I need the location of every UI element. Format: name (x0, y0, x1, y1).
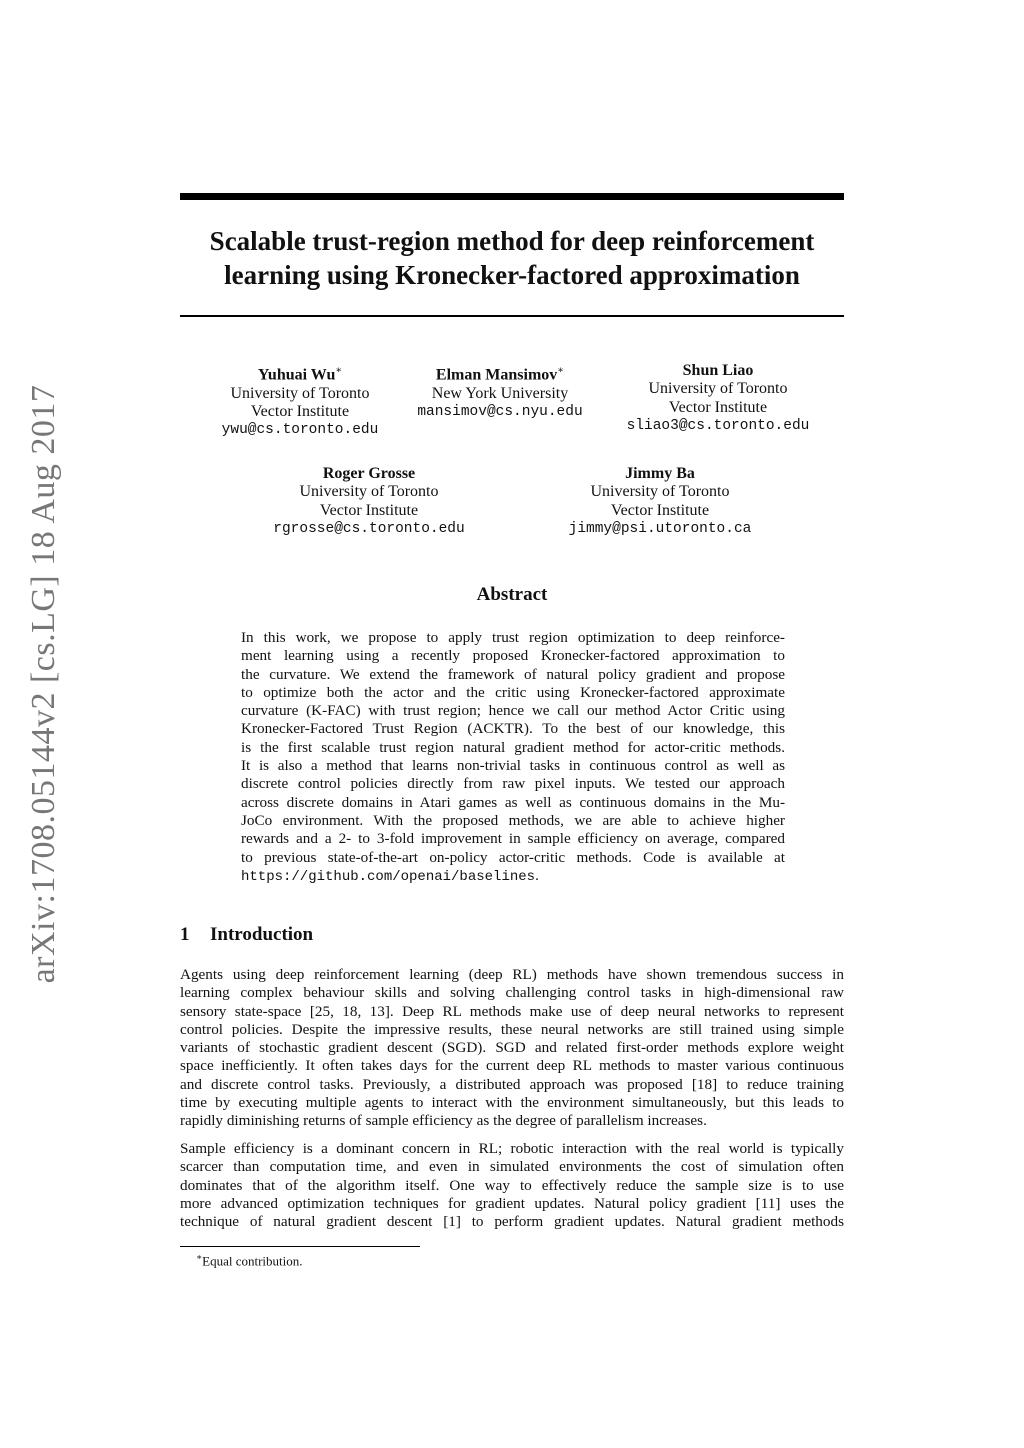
code-url-link[interactable]: https://github.com/openai/baselines (241, 868, 536, 885)
abstract-line: across discrete domains in Atari games as well as continuous domains in the Mu- (241, 793, 785, 811)
paragraph-line: more advanced optimization techniques for gradient updates. Natural policy gradient [11] uses the (180, 1194, 844, 1212)
author-block (560, 465, 760, 538)
paragraph-line: time by executing multiple agents to interact with the environment simultaneously, but this leads to (180, 1094, 844, 1112)
paragraph-line: and discrete control tasks. Previously, a distributed approach was proposed [18] to reduce training (180, 1075, 844, 1093)
abstract-line: ment learning using a recently proposed Kronecker-factored approximation to (241, 647, 785, 665)
code-url-suffix: . (535, 866, 539, 884)
section-title: Introduction (210, 924, 314, 945)
abstract-line: In this work, we propose to apply trust region optimization to deep reinforce- (241, 629, 785, 646)
paper-title (180, 224, 844, 292)
paragraph-line: Sample efficiency is a dominant concern in RL; robotic interaction with the real world is typically (180, 1140, 844, 1157)
abstract-body (241, 629, 785, 886)
author-email: ywu@cs.toronto.edu (221, 422, 379, 439)
author-name: Jimmy Ba (625, 465, 695, 482)
equal-contribution-mark: ∗ (557, 365, 565, 376)
abstract-line: the curvature. We extend the framework of natural policy gradient and propose (241, 665, 785, 683)
abstract-line: discrete control policies directly from raw pixel inputs. We tested our approach (241, 775, 785, 793)
footnote (196, 1249, 303, 1269)
paragraph-line: variants of stochastic gradient descent (SGD). SGD and related first-order methods explore weight (180, 1039, 844, 1057)
title-top-rule (180, 193, 844, 200)
author-block (269, 465, 469, 538)
author-email: mansimov@cs.nyu.edu (417, 403, 583, 420)
equal-contribution-mark: ∗ (335, 365, 343, 376)
author-email: jimmy@psi.utoronto.ca (568, 520, 752, 537)
title-line-2: learning using Kronecker-factored approximation (224, 260, 800, 290)
paragraph-line: control policies. Despite the impressive results, these neural networks are still trained using simple (180, 1020, 844, 1038)
paragraph-line: technique of natural gradient descent [1] to perform gradient updates. Natural gradient methods (180, 1213, 844, 1231)
abstract-heading: Abstract (476, 584, 548, 605)
paragraph-line: sensory state-space [25, 18, 13]. Deep RL methods make use of deep neural networks to represent (180, 1002, 844, 1020)
abstract-line: to optimize both the actor and the critic using Kronecker-factored approximate (241, 683, 785, 701)
abstract-line: JoCo environment. With the proposed methods, we are able to achieve higher (241, 811, 785, 829)
abstract-line: rewards and a 2- to 3-fold improvement in sample efficiency on average, compared (241, 830, 785, 848)
title-line-1: Scalable trust-region method for deep reinforcement (209, 226, 815, 256)
footnote-rule (180, 1246, 420, 1247)
footnote-mark: ∗ (196, 1252, 203, 1262)
author-name: Shun Liao (682, 362, 754, 379)
paragraph-line: rapidly diminishing returns of sample efficiency as the degree of parallelism increases. (180, 1112, 707, 1130)
paragraph-line: Agents using deep reinforcement learning (deep RL) methods have shown tremendous success in (180, 966, 844, 983)
paragraph-line: space inefficiently. It often takes days for the current deep RL methods to master various continuous (180, 1057, 844, 1075)
intro-paragraph-1 (180, 966, 844, 1131)
paragraph-line: scarcer than computation time, and even in simulated environments the cost of simulation often (180, 1158, 844, 1176)
author-block (200, 362, 400, 440)
abstract-line: It is also a method that learns non-trivial tasks in continuous control as well as (241, 757, 785, 775)
arxiv-identifier: arXiv:1708.05144v2 [cs.LG] 18 Aug 2017 (25, 384, 62, 984)
author-email: sliao3@cs.toronto.edu (626, 417, 810, 434)
author-affiliation: University of Toronto (230, 384, 370, 402)
paragraph-line: dominates that of the algorithm itself. One way to effectively reduce the sample size is to use (180, 1176, 844, 1194)
title-bottom-rule (180, 315, 844, 317)
abstract-line: is the first scalable trust region natural gradient method for actor-critic methods. (241, 738, 785, 756)
author-block (400, 362, 600, 421)
abstract-line: to previous state-of-the-art on-policy actor-critic methods. Code is available at (241, 848, 785, 866)
paragraph-line: learning complex behaviour skills and solving challenging control tasks in high-dimensional raw (180, 984, 844, 1002)
arxiv-side-stamp (16, 380, 72, 988)
author-affiliation: University of Toronto (299, 483, 439, 501)
author-affiliation: New York University (431, 384, 569, 402)
section-heading (180, 924, 313, 946)
author-name: Elman Mansimov∗ (435, 365, 565, 384)
section-number: 1 (180, 924, 190, 945)
footnote-text: Equal contribution. (202, 1253, 303, 1269)
author-affiliation: University of Toronto (648, 380, 788, 398)
intro-paragraph-2 (180, 1140, 844, 1231)
abstract-code-line (241, 867, 785, 886)
author-affiliation: Vector Institute (610, 501, 710, 519)
author-name: Yuhuai Wu∗ (257, 365, 343, 384)
author-name: Roger Grosse (322, 465, 416, 482)
abstract-line: curvature (K-FAC) with trust region; hence we call our method Actor Critic using (241, 702, 785, 720)
author-block (618, 362, 818, 435)
abstract-line: Kronecker-Factored Trust Region (ACKTR). To the best of our knowledge, this (241, 720, 785, 738)
author-affiliation: Vector Institute (668, 398, 768, 416)
author-affiliation: University of Toronto (590, 483, 730, 501)
author-affiliation: Vector Institute (250, 402, 350, 420)
author-email: rgrosse@cs.toronto.edu (273, 520, 465, 537)
author-affiliation: Vector Institute (319, 501, 419, 519)
